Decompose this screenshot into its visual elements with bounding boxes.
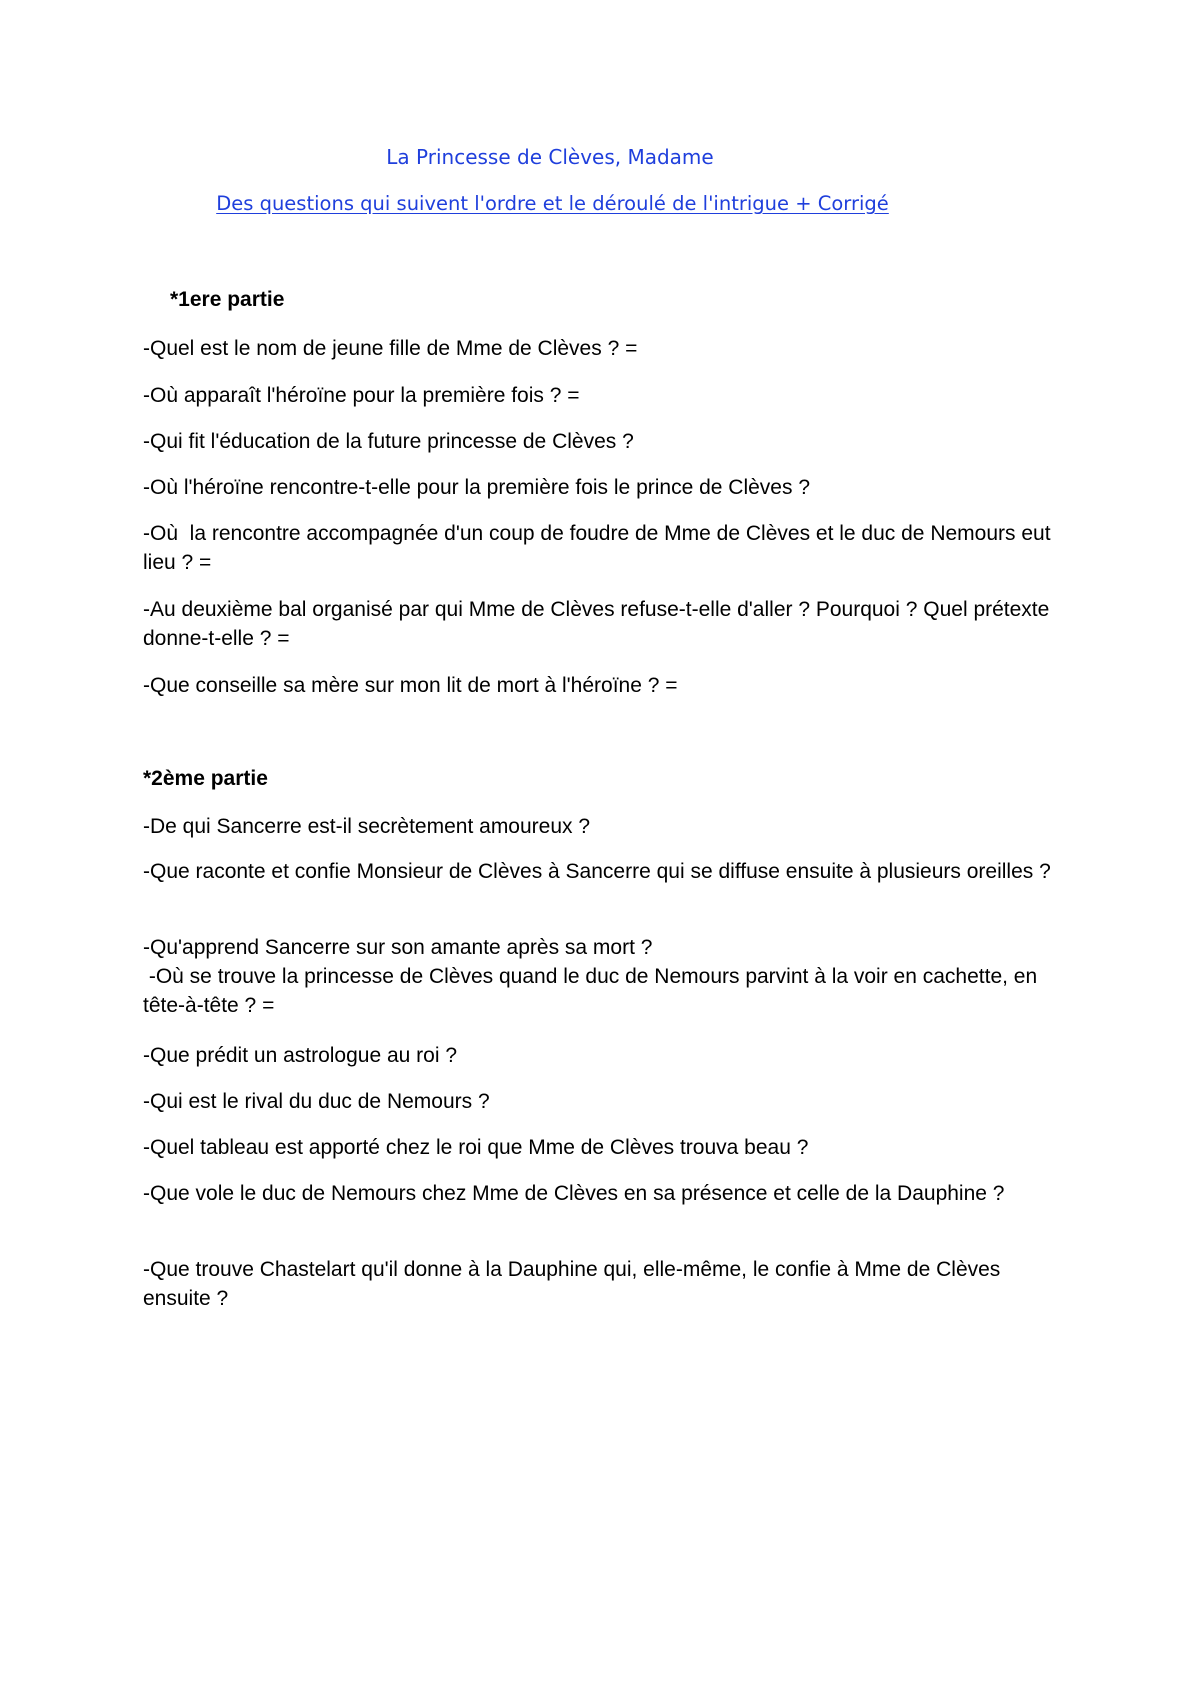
document-title: La Princesse de Clèves, Madame <box>386 145 714 169</box>
part2-question-8: -Que vole le duc de Nemours chez Mme de Clèves en sa présence et celle de la Dauphine ? <box>143 1182 1005 1205</box>
part2-question-3: -Qu'apprend Sancerre sur son amante après sa mort ? <box>143 936 653 959</box>
part2-question-4: -Où se trouve la princesse de Clèves quand le duc de Nemours parvint à la voir en cachette, en tête-à-tête ? = <box>143 965 1044 1017</box>
part1-heading: *1ere partie <box>170 288 285 311</box>
part1-question-7: -Que conseille sa mère sur mon lit de mort à l'héroïne ? = <box>143 674 678 697</box>
document-subtitle: Des questions qui suivent l'ordre et le déroulé de l'intrigue + Corrigé <box>216 192 889 215</box>
part1-question-5: -Où la rencontre accompagnée d'un coup de foudre de Mme de Clèves et le duc de Nemours eut lieu ? = <box>143 522 1057 574</box>
part2-question-9: -Que trouve Chastelart qu'il donne à la Dauphine qui, elle-même, le confie à Mme de Clèves ensuite ? <box>143 1258 1007 1310</box>
part1-question-3: -Qui fit l'éducation de la future princesse de Clèves ? <box>143 430 634 453</box>
part2-heading: *2ème partie <box>143 767 268 790</box>
part1-question-2: -Où apparaît l'héroïne pour la première fois ? = <box>143 384 580 407</box>
part2-question-2: -Que raconte et confie Monsieur de Clèves à Sancerre qui se diffuse ensuite à plusieurs oreilles ? <box>143 860 1051 883</box>
part1-question-1: -Quel est le nom de jeune fille de Mme de Clèves ? = <box>143 337 638 360</box>
part2-question-1: -De qui Sancerre est-il secrètement amoureux ? <box>143 815 591 838</box>
part2-question-5: -Que prédit un astrologue au roi ? <box>143 1044 458 1067</box>
part1-question-4: -Où l'héroïne rencontre-t-elle pour la première fois le prince de Clèves ? <box>143 476 810 499</box>
part2-question-7: -Quel tableau est apporté chez le roi que Mme de Clèves trouva beau ? <box>143 1136 809 1159</box>
part1-question-6: -Au deuxième bal organisé par qui Mme de Clèves refuse-t-elle d'aller ? Pourquoi ? Quel prétexte donne-t-elle ? = <box>143 598 1056 650</box>
part2-question-6: -Qui est le rival du duc de Nemours ? <box>143 1090 490 1113</box>
